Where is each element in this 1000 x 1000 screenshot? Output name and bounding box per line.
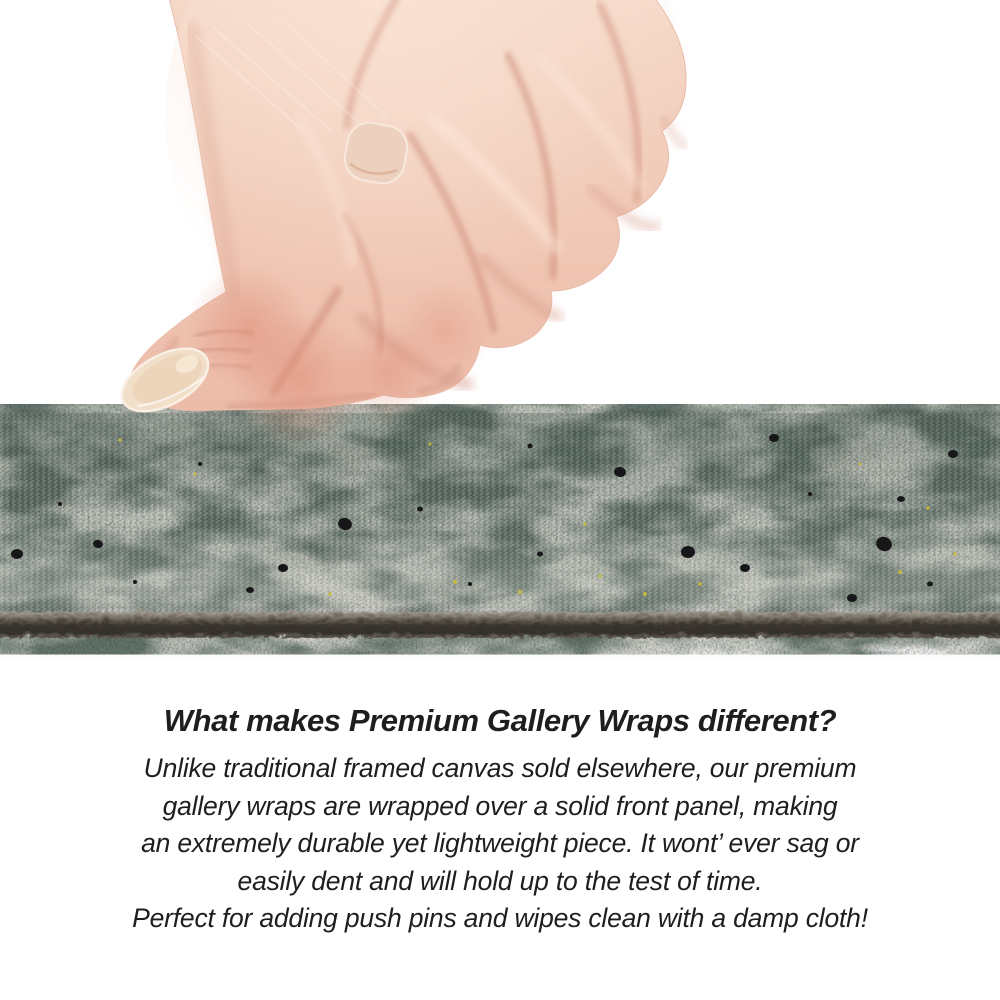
canvas-bottom-edge (0, 610, 1000, 636)
caption-block (0, 699, 1000, 938)
body-line-3: an extremely durable yet lightweight piece. It wont’ ever sag or (141, 828, 859, 858)
body-line-1: Unlike traditional framed canvas sold elsewhere, our premium (143, 753, 857, 783)
hand-pressing-photo (0, 0, 1000, 460)
body-line-4: easily dent and will hold up to the test of time. (237, 865, 763, 896)
heading: What makes Premium Gallery Wraps different? (163, 703, 837, 738)
body-line-5: Perfect for adding push pins and wipes clean with a damp cloth! (132, 903, 868, 933)
body-line-2: gallery wraps are wrapped over a solid front panel, making (162, 790, 838, 821)
